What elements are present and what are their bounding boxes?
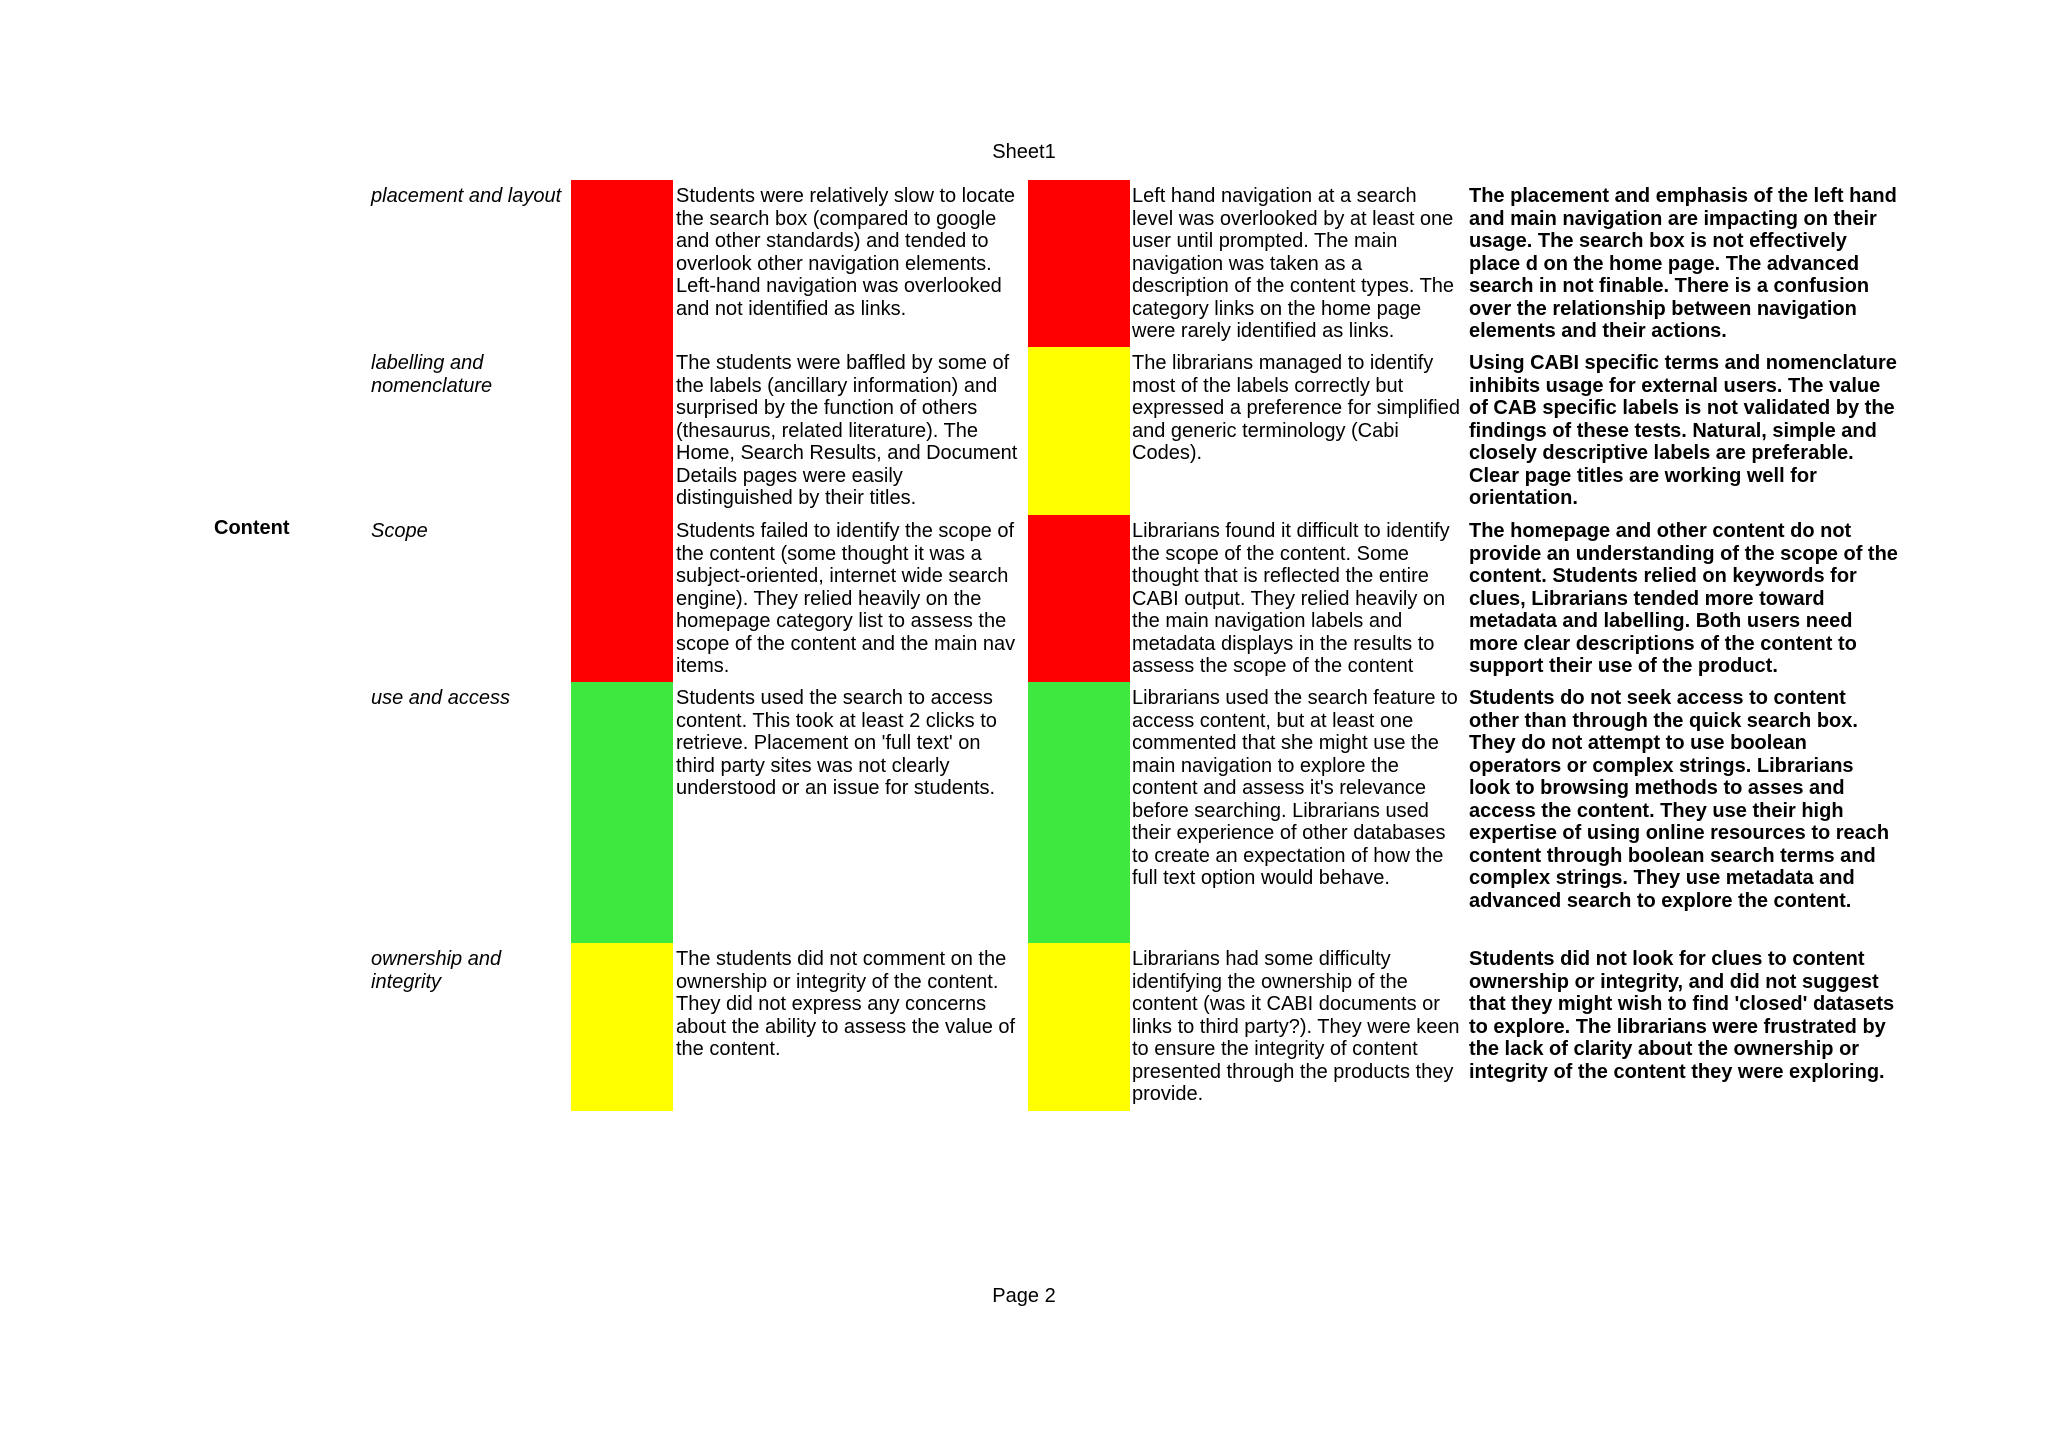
students-finding: Students used the search to access content. This took at least 2 clicks to retrieve. Placement on 'full text' on third party sites was not clearly understood or an issue for students. [676,687,997,799]
students-rating-swatch [571,515,673,682]
row-label: Scope [371,520,428,542]
librarians-rating-swatch [1028,347,1130,515]
librarians-rating-swatch [1028,943,1130,1111]
sheet-title: Sheet1 [992,141,1056,163]
page-number: Page 2 [992,1285,1056,1307]
row-label: placement and layout [371,185,562,207]
librarians-finding: Librarians used the search feature to access content, but at least one commented that she might use the main navigation to explore the content and assess it's relevance before searching. Librarians used their experience of other databases to create an expectation of how the full text option would behave. [1132,687,1458,889]
row-label: ownership and integrity [371,948,502,993]
students-rating-swatch [571,943,673,1111]
librarians-rating-swatch [1028,682,1130,943]
students-finding: Students were relatively slow to locate the search box (compared to google and other standards) and tended to overlook other navigation elements. Left-hand navigation was overlooked and not identified as links. [676,185,1016,320]
section-label-content: Content [214,517,290,539]
row-label: labelling and nomenclature [371,352,493,397]
librarians-finding: Librarians found it difficult to identify the scope of the content. Some thought that is reflected the entire CABI output. They relied heavily on the main navigation labels and metadata displays in the results to assess the scope of the content [1132,520,1450,677]
summary-finding: The homepage and other content do not provide an understanding of the scope of the content. Students relied on keywords for clues, Librarians tended more toward metadata and labelling. Both users need more clear descriptions of the content to support their use of the product. [1469,520,1898,677]
summary-finding: The placement and emphasis of the left hand and main navigation are impacting on their usage. The search box is not effectively place d on the home page. The advanced search in not finable. There is a confusion over the relationship between navigation elements and their actions. [1469,185,1897,342]
students-rating-swatch [571,347,673,515]
students-finding: Students failed to identify the scope of the content (some thought it was a subject-oriented, internet wide search engine). They relied heavily on the homepage category list to assess the scope of the content and the main nav items. [676,520,1016,677]
students-rating-swatch [571,682,673,943]
table-row [0,515,2048,682]
table-row [0,347,2048,515]
librarians-finding: Left hand navigation at a search level was overlooked by at least one user until prompted. The main navigation was taken as a description of the content types. The category links on the home page were rarely identified as links. [1132,185,1455,342]
librarians-rating-swatch [1028,515,1130,682]
students-rating-swatch [571,180,673,347]
students-finding: The students did not comment on the ownership or integrity of the content. They did not express any concerns about the ability to assess the value of the content. [676,948,1016,1060]
summary-finding: Students did not look for clues to content ownership or integrity, and did not suggest that they might wish to find 'closed' datasets to explore. The librarians were frustrated by the lack of clarity about the ownership or integrity of the content they were exploring. [1469,948,1895,1083]
summary-finding: Using CABI specific terms and nomenclature inhibits usage for external users. The value of CAB specific labels is not validated by the findings of these tests. Natural, simple and closely descriptive labels are preferable. Clear page titles are working well for orientation. [1469,352,1897,509]
table-row [0,682,2048,943]
students-finding: The students were baffled by some of the labels (ancillary information) and surprised by the function of others (thesaurus, related literature). The Home, Search Results, and Document Details pages were easily distinguished by their titles. [676,352,1018,509]
librarians-rating-swatch [1028,180,1130,347]
table-row [0,943,2048,1111]
table-row [0,180,2048,347]
librarians-finding: Librarians had some difficulty identifying the ownership of the content (was it CABI documents or links to third party?). They were keen to ensure the integrity of content presented through the products they provide. [1132,948,1460,1105]
summary-finding: Students do not seek access to content other than through the quick search box. They do not attempt to use boolean operators or complex strings. Librarians look to browsing methods to asses and access the content. They use their high expertise of using online resources to reach content through boolean search terms and complex strings. They use metadata and advanced search to explore the content. [1469,687,1890,912]
row-label: use and access [371,687,510,709]
librarians-finding: The librarians managed to identify most of the labels correctly but expressed a preference for simplified and generic terminology (Cabi Codes). [1132,352,1460,464]
